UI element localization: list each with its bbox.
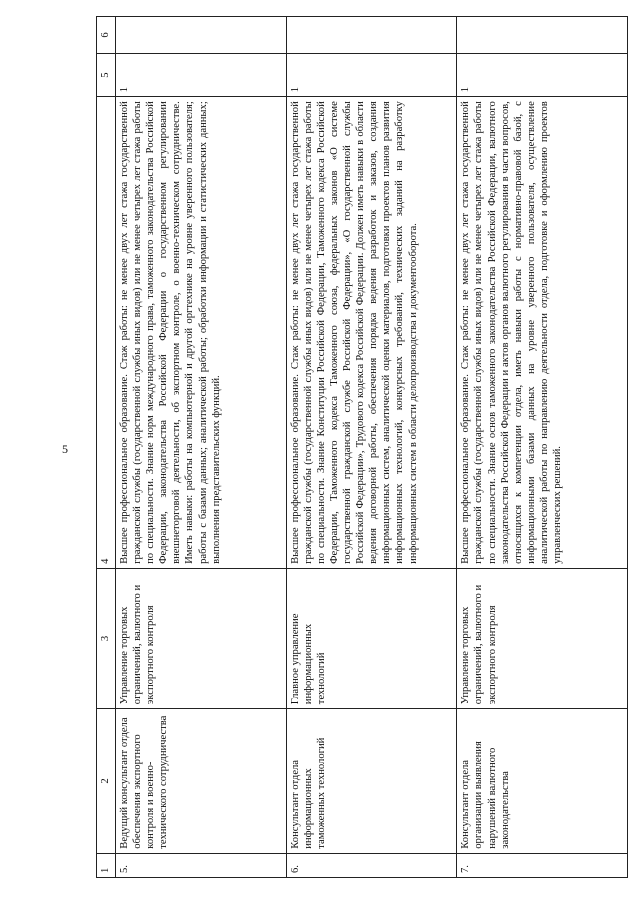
qualification-requirements: Высшее профессиональное образование. Стаж работы: не менее двух лет стажа государственной гражданской службы (государственной службы иных видов) или не менее четырех лет стажа работы по специальности. Знание норм международного права, таможенного законодательства Российской Федерации, законодательства Российской Федерации о государственном регулировании внешнеторговой деятельности, об экспортном контроле, о военно-техническом сотрудничестве. Иметь навыки: работы на компьютерной и другой оргтехнике на уровне уверенного пользователя; работы с базами данных; аналитической работы; обработки информации и статистических данных; выполнения представительских функций.: [116, 97, 287, 569]
table-row: [286, 17, 457, 878]
position-title: Ведущий консультант отдела обеспечения экспортного контроля и военно-технического сотрудничества: [116, 709, 287, 854]
header-col-6: 6: [97, 17, 116, 54]
header-col-1: 1: [97, 853, 116, 877]
header-row: [97, 17, 116, 878]
table-row: [116, 17, 287, 878]
qualification-requirements: Высшее профессиональное образование. Стаж работы: не менее двух лет стажа государственной гражданской службы (государственной службы иных видов) или не менее четырех лет стажа работы по специальности. Знание основ таможенного законодательства Российской Федерации, валютного законодательства Российской Федерации и актов органов валютного регулирования в части вопросов, относящихся к компетенции отдела, иметь навыки работы с нормативно-правовой базой, с информационными базами данных на уровне уверенного пользователя, осуществление аналитической работы по направлению деятельности отдела, подготовке и оформлению проектов управленческих решений.: [457, 97, 628, 569]
col6-cell: [457, 17, 628, 54]
row-number: 7.: [457, 853, 628, 877]
col6-cell: [286, 17, 457, 54]
department-name: Главное управление информационных технологий: [286, 568, 457, 708]
table-container: [96, 16, 628, 878]
vacancy-count: 1: [457, 53, 628, 96]
positions-table: [96, 16, 628, 878]
col6-cell: [116, 17, 287, 54]
position-title: Консультант отдела информационных таможенных технологий: [286, 709, 457, 854]
header-col-4: 4: [97, 97, 116, 569]
row-number: 6.: [286, 853, 457, 877]
department-name: Управление торговых ограничений, валютного и экспортного контроля: [457, 568, 628, 708]
header-col-5: 5: [97, 53, 116, 96]
page-number: 5: [62, 442, 68, 456]
department-name: Управление торговых ограничений, валютного и экспортного контроля: [116, 568, 287, 708]
qualification-requirements: Высшее профессиональное образование. Стаж работы: не менее двух лет стажа государственной гражданской службы (государственной службы иных видов) или не менее четырех лет стажа работы по специальности. Знание Конституции Российской Федерации, Таможенного кодекса Российской Федерации, Таможенного кодекса Таможенного союза, федеральных законов «О системе государственной гражданской службе Российской Федерации», «О государственной службы Российской Федерации», Трудового кодекса Российской Федерации. Должен иметь навыки в области ведения договорной работы, обеспечения порядка ведения разработок и заказов, создания информационных систем, аналитической оценки материалов, подготовки проектов планов развития информационных технологий, конкурсных требований, технических заданий на разработку информационных систем в области делопроизводства и документооборота.: [286, 97, 457, 569]
position-title: Консультант отдела организации выявления нарушений валютного законодательства: [457, 709, 628, 854]
header-col-3: 3: [97, 568, 116, 708]
row-number: 5.: [116, 853, 287, 877]
header-col-2: 2: [97, 709, 116, 854]
vacancy-count: 1: [116, 53, 287, 96]
table-row: [457, 17, 628, 878]
vacancy-count: 1: [286, 53, 457, 96]
